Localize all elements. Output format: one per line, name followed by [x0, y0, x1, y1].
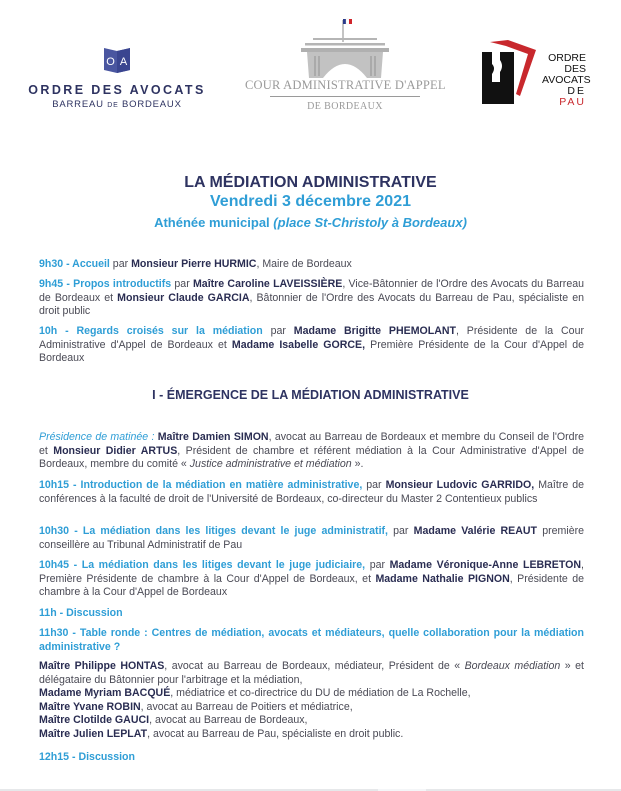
svg-text:A: A	[119, 56, 128, 68]
person-name: Madame Brigitte PHEMOLANT	[293, 325, 457, 337]
oa-book-icon	[102, 44, 132, 74]
body-text: par	[171, 278, 193, 290]
panelist-desc: , médiatrice et co-directrice du DU de médiation de La Rochelle,	[170, 687, 471, 700]
panelist-desc: , avocat au Barreau de Bordeaux,	[149, 714, 308, 727]
panelist	[39, 701, 584, 715]
logo-pau-text	[542, 52, 591, 108]
person-name: Monsieur Ludovic GARRIDO,	[385, 479, 535, 491]
program-time-topic: 10h30 - La médiation dans les litiges devant le juge administratif,	[39, 525, 388, 537]
body-text: , avocat au Barreau de Bordeaux et membre du Conseil de l'Ordre et	[39, 431, 584, 457]
panelist	[39, 660, 584, 687]
italic-text: Justice administrative et médiation	[189, 458, 352, 471]
panelist-name: Maître Philippe HONTAS	[39, 660, 165, 672]
header-logos	[0, 0, 621, 130]
program-item-accueil	[39, 258, 584, 272]
body-text: Maître de conférences à la faculté de droit de l'Université de Bordeaux, co-directeur du Master 2 Contentieux publics	[39, 479, 584, 505]
person-name: Monsieur Didier ARTUS	[53, 444, 178, 457]
logo-ordre-avocats-bordeaux	[22, 44, 212, 110]
person-name: Madame Valérie REAUT	[413, 525, 538, 537]
logo-caa-subtitle: DE BORDEAUX	[307, 101, 383, 112]
body-text: , Président de chambre et référent médiation à la Cour Administrative d'Appel de Bordeaux, membre du comité «	[39, 444, 584, 471]
body-text: Première Présidente de la Cour d'Appel de Bordeaux	[39, 338, 584, 365]
logo-oa-title: ORDRE DES AVOCATS	[28, 83, 206, 97]
program-time-topic: 12h15 - Discussion	[39, 751, 135, 763]
program-item-propos-introductifs	[39, 278, 584, 319]
logo-pau-line1: ORDRE	[548, 52, 586, 64]
program-item-regards-croises	[39, 325, 584, 366]
program-time-topic: 11h - Discussion	[39, 607, 123, 619]
table-ronde-heading	[39, 627, 584, 654]
panelist	[39, 728, 584, 742]
program-time-topic: 10h15 - Introduction de la médiation en matière administrative,	[39, 479, 363, 491]
person-name: Monsieur Claude GARCIA	[117, 291, 250, 304]
program-time-topic: 10h - Regards croisés sur la médiation	[39, 325, 263, 337]
panelist-name: Maître Clotilde GAUCI	[39, 714, 150, 727]
program-time-topic: 9h30 - Accueil	[39, 258, 110, 270]
program-time-topic: 9h45 - Propos introductifs	[39, 278, 172, 290]
logo-oa-sub-de: DE	[107, 102, 119, 109]
body-text: par	[362, 479, 386, 491]
body-text: , Maire de Bordeaux	[256, 258, 352, 270]
panelist-desc: , avocat au Barreau de Bordeaux, médiateur, Président de «	[164, 660, 465, 672]
body-text: , Présidente de la Cour Administrative d'Appel de Bordeaux et	[39, 325, 584, 351]
logo-pau-name: PAU	[559, 96, 586, 108]
body-text: , Première Présidente de chambre à la Cour d'Appel de Bordeaux, et	[39, 559, 584, 585]
person-name: Madame Véronique-Anne LEBRETON	[389, 559, 582, 571]
person-name: Maître Damien SIMON	[157, 431, 269, 443]
panelist-desc: » et délégataire du Bâtonnier pour l'arbitrage et la médiation,	[39, 660, 584, 686]
program-item-text	[110, 258, 352, 270]
panelist-name: Maître Julien LEPLAT	[39, 727, 148, 740]
panelist-desc: , avocat au Barreau de Poitiers et médiatrice,	[140, 700, 353, 713]
program-item-juge-judiciaire	[39, 559, 584, 600]
logo-caa-divider	[270, 96, 420, 97]
body-text: , Présidente de chambre à la Cour d'Appel de Bordeaux	[39, 572, 584, 599]
logo-ordre-avocats-pau	[478, 38, 613, 108]
body-text: , Bâtonnier de l'Ordre des Avocats du Barreau de Pau, spécialiste en droit public	[39, 291, 584, 318]
logo-oa-sub-b: BORDEAUX	[122, 99, 182, 110]
person-name: Maître Caroline LAVEISSIÈRE	[192, 278, 343, 290]
body-text: première conseillère au Tribunal Administratif de Pau	[39, 525, 585, 551]
body-text: ».	[351, 458, 364, 471]
body-text: par	[365, 559, 390, 571]
logo-oa-subtitle	[22, 99, 212, 110]
program-item-juge-administratif	[39, 525, 584, 552]
logo-pau-line3: AVOCATS	[542, 74, 591, 86]
courthouse-icon	[285, 16, 405, 78]
event-header	[0, 174, 621, 233]
table-ronde-title: 11h30 - Table ronde : Centres de médiation, avocats et médiateurs, quelle collaboration pour la médiation administrative ?	[39, 627, 584, 653]
event-title: LA MÉDIATION ADMINISTRATIVE	[184, 174, 437, 191]
event-venue	[0, 213, 621, 233]
program-item-discussion-11h	[39, 607, 584, 621]
program-item-introduction	[39, 479, 584, 506]
body-text: par	[262, 325, 294, 337]
logo-oa-sub-a: BARREAU	[52, 99, 104, 110]
panelist	[39, 714, 584, 728]
body-text: par	[387, 525, 414, 537]
panelist-name: Maître Yvane ROBIN	[39, 700, 141, 713]
panelist-desc-italic: Bordeaux médiation	[464, 660, 561, 672]
panelist	[39, 687, 584, 701]
person-name: Madame Nathalie PIGNON	[375, 572, 510, 585]
logo-pau-line2: DES	[564, 63, 586, 75]
person-name: Monsieur Pierre HURMIC	[131, 258, 257, 270]
logo-pau-line4	[542, 86, 586, 108]
logo-caa-title: COUR ADMINISTRATIVE D'APPEL	[245, 78, 446, 92]
event-date: Vendredi 3 décembre 2021	[210, 193, 411, 210]
svg-text:O: O	[106, 56, 115, 68]
venue-name: Athénée municipal	[154, 215, 270, 230]
venue-detail: (place St-Christoly à Bordeaux)	[273, 215, 467, 230]
program-item-discussion-12h15	[39, 751, 584, 765]
panelist-desc: , avocat au Barreau de Pau, spécialiste en droit public.	[147, 727, 404, 740]
pau-tower-icon	[478, 38, 548, 104]
presidence-matinee	[39, 431, 584, 472]
body-text: par	[109, 258, 132, 270]
person-name: Madame Isabelle GORCE,	[231, 338, 366, 351]
logo-pau-de: DE	[567, 85, 586, 97]
panelist-name: Madame Myriam BACQUÉ	[39, 687, 171, 700]
presidence-label: Présidence de matinée :	[39, 431, 155, 443]
program-time-topic: 10h45 - La médiation dans les litiges devant le juge judiciaire,	[39, 559, 366, 571]
body-text: , Vice-Bâtonnier de l'Ordre des Avocats du Barreau de Bordeaux et	[39, 278, 584, 304]
table-ronde-panelists	[39, 660, 584, 742]
logo-cour-administrative-appel	[245, 16, 445, 112]
section-title: I - ÉMERGENCE DE LA MÉDIATION ADMINISTRATIVE	[152, 388, 469, 402]
